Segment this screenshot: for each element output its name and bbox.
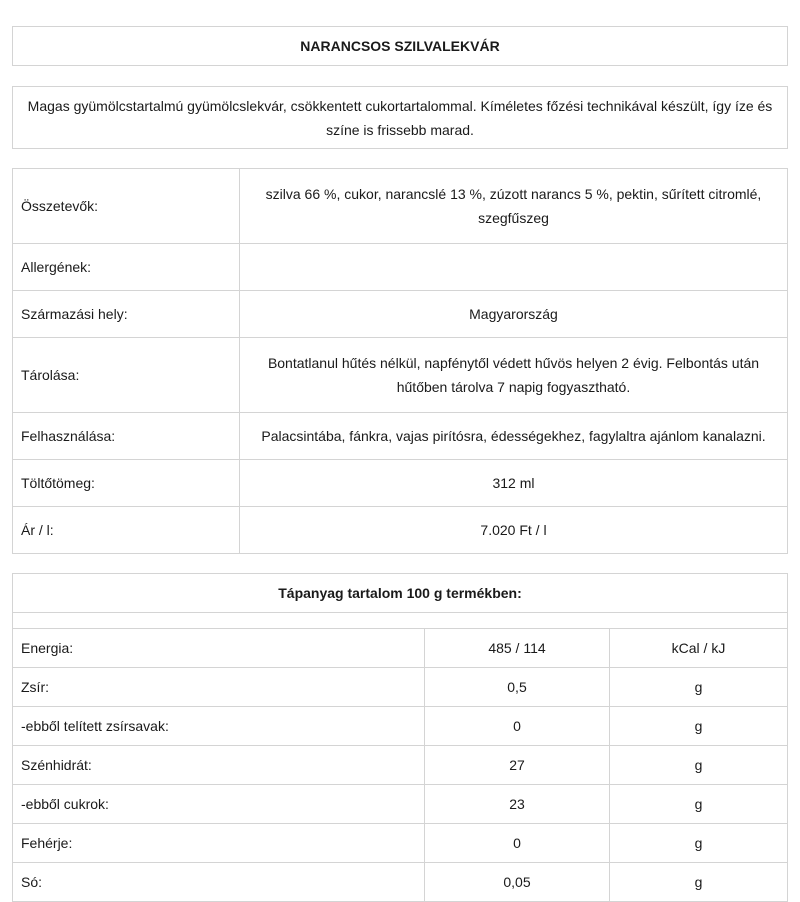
nutrient-unit: g xyxy=(610,707,788,746)
nutrition-row-sugars xyxy=(13,785,788,824)
nutrient-name: Energia: xyxy=(13,629,425,668)
nutrient-name: Szénhidrát: xyxy=(13,746,425,785)
info-label: Felhasználása: xyxy=(13,413,240,460)
info-row-ingredients xyxy=(13,169,788,244)
nutrient-unit: g xyxy=(610,863,788,902)
product-info-table xyxy=(12,168,788,554)
info-label: Ár / l: xyxy=(13,507,240,554)
info-label: Tárolása: xyxy=(13,338,240,413)
info-row-usage xyxy=(13,413,788,460)
info-label: Töltőtömeg: xyxy=(13,460,240,507)
nutrition-row-energy xyxy=(13,629,788,668)
nutrition-table xyxy=(12,573,788,902)
info-row-unit-price xyxy=(13,507,788,554)
nutrient-amount: 485 / 114 xyxy=(425,629,610,668)
nutrient-name: -ebből cukrok: xyxy=(13,785,425,824)
nutrient-unit: g xyxy=(610,746,788,785)
nutrient-amount: 0,5 xyxy=(425,668,610,707)
nutrition-spacer-row xyxy=(13,613,788,629)
nutrition-row-protein xyxy=(13,824,788,863)
nutrition-heading: Tápanyag tartalom 100 g termékben: xyxy=(13,574,788,613)
nutrition-row-salt xyxy=(13,863,788,902)
nutrient-amount: 0 xyxy=(425,707,610,746)
info-value xyxy=(240,244,788,291)
nutrient-amount: 23 xyxy=(425,785,610,824)
info-label: Származási hely: xyxy=(13,291,240,338)
info-row-storage xyxy=(13,338,788,413)
nutrient-name: Zsír: xyxy=(13,668,425,707)
product-description: Magas gyümölcstartalmú gyümölcslekvár, csökkentett cukortartalommal. Kíméletes főzési technikával készült, így íze és színe is frissebb marad. xyxy=(13,87,788,149)
info-value: Bontatlanul hűtés nélkül, napfénytől védett hűvös helyen 2 évig. Felbontás után hűtőben tárolva 7 napig fogyasztható. xyxy=(240,338,788,413)
info-value: Palacsintába, fánkra, vajas pirítósra, édességekhez, fagylaltra ajánlom kanalazni. xyxy=(240,413,788,460)
nutrient-amount: 0,05 xyxy=(425,863,610,902)
nutrition-row-fat xyxy=(13,668,788,707)
info-label: Összetevők: xyxy=(13,169,240,244)
nutrient-unit: g xyxy=(610,785,788,824)
nutrient-name: Só: xyxy=(13,863,425,902)
info-value: 7.020 Ft / l xyxy=(240,507,788,554)
nutrient-amount: 0 xyxy=(425,824,610,863)
nutrient-name: Fehérje: xyxy=(13,824,425,863)
nutrition-heading-row xyxy=(13,574,788,613)
nutrient-unit: kCal / kJ xyxy=(610,629,788,668)
info-value: szilva 66 %, cukor, narancslé 13 %, zúzott narancs 5 %, pektin, sűrített citromlé, szegfűszeg xyxy=(240,169,788,244)
info-row-allergens xyxy=(13,244,788,291)
nutrition-row-saturated-fat xyxy=(13,707,788,746)
info-row-origin xyxy=(13,291,788,338)
product-description-table xyxy=(12,86,788,149)
product-title: NARANCSOS SZILVALEKVÁR xyxy=(13,27,788,66)
info-row-net-weight xyxy=(13,460,788,507)
nutrition-row-carbohydrate xyxy=(13,746,788,785)
info-value: 312 ml xyxy=(240,460,788,507)
product-title-table xyxy=(12,26,788,66)
nutrient-unit: g xyxy=(610,824,788,863)
info-value: Magyarország xyxy=(240,291,788,338)
nutrient-unit: g xyxy=(610,668,788,707)
nutrient-amount: 27 xyxy=(425,746,610,785)
nutrient-name: -ebből telített zsírsavak: xyxy=(13,707,425,746)
info-label: Allergének: xyxy=(13,244,240,291)
